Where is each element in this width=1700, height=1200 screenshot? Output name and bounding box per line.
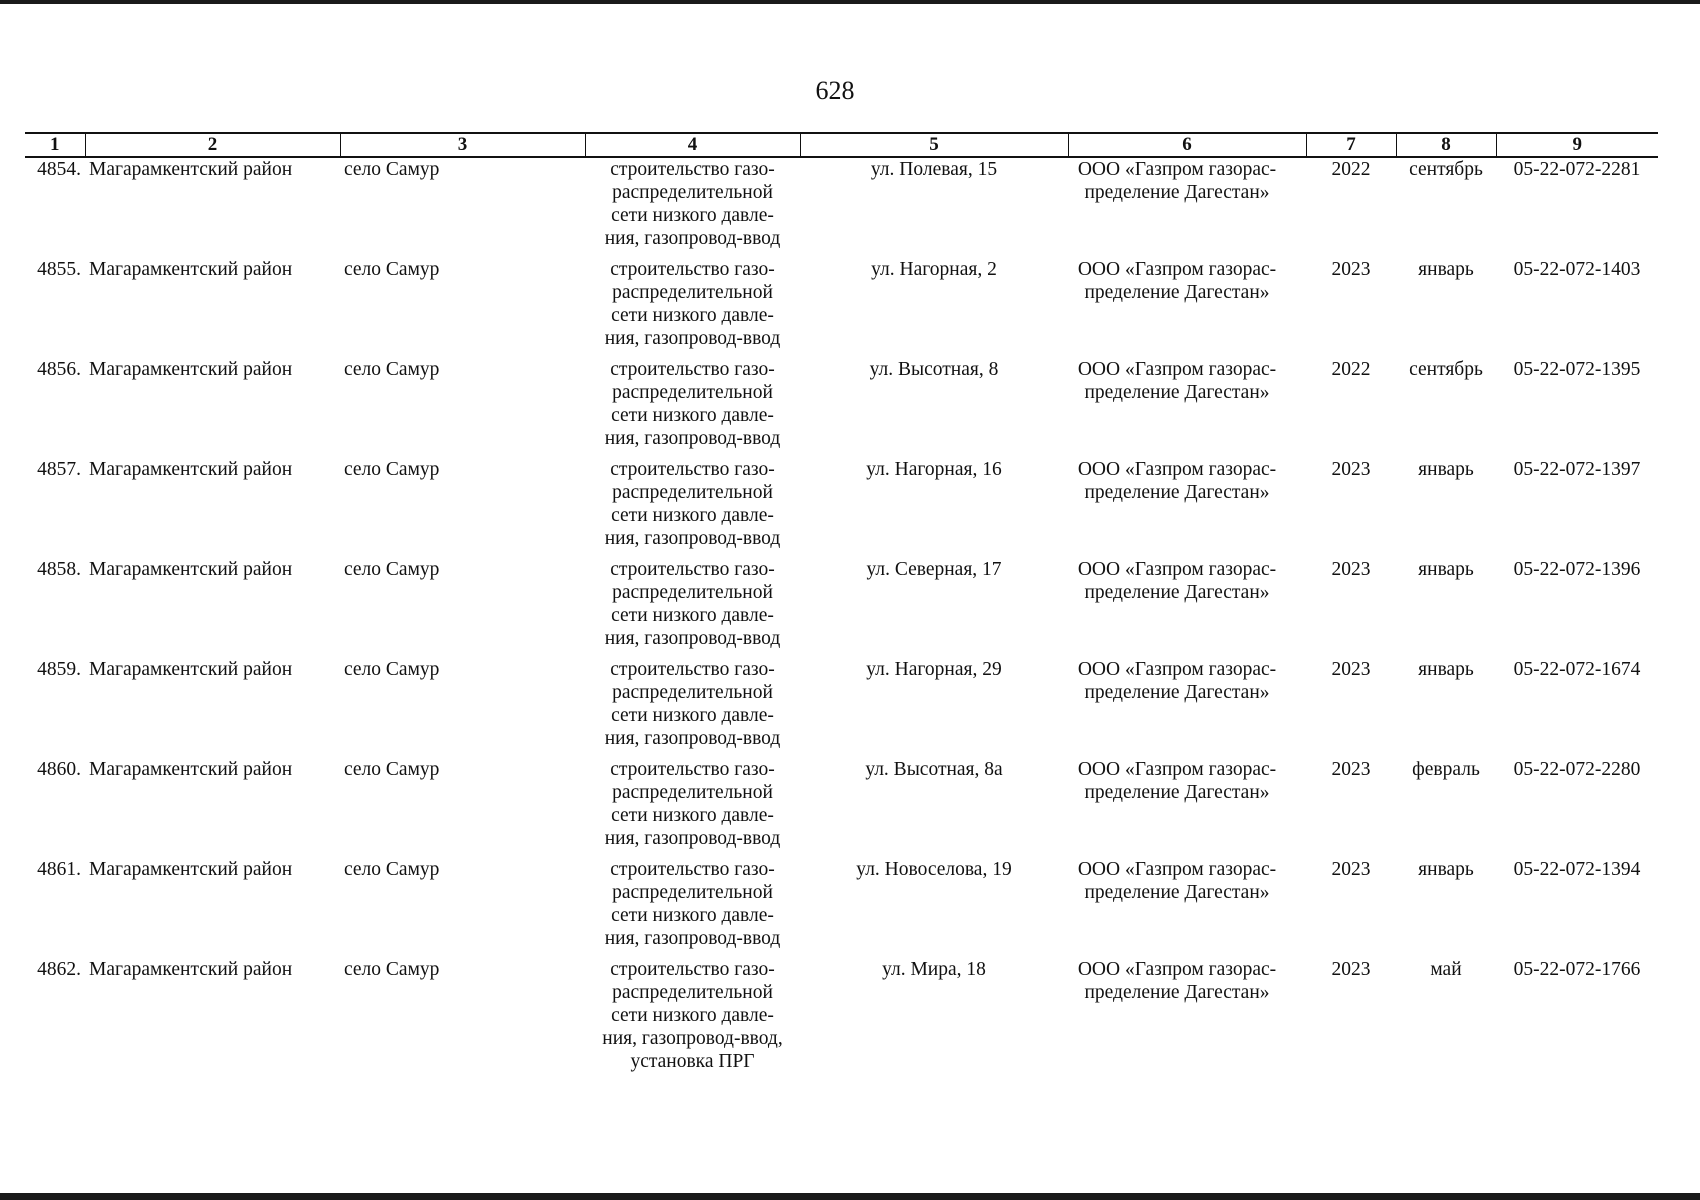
table-row bbox=[25, 958, 1658, 1078]
district-cell: Магарамкентский район bbox=[89, 759, 293, 780]
address-cell: ул. Нагорная, 29 bbox=[866, 659, 1002, 680]
organization-name: ООО «Газпром газорас- пределение Дагестан» bbox=[1077, 459, 1277, 503]
work-description: строительство газо- распределительной сети низкого давле- ния, газопровод-ввод bbox=[604, 759, 781, 849]
district-cell: Магарамкентский район bbox=[89, 359, 293, 380]
work-cell bbox=[585, 157, 800, 258]
row-number: 4859. bbox=[37, 659, 81, 680]
work-cell bbox=[585, 358, 800, 458]
district-cell: Магарамкентский район bbox=[89, 559, 293, 580]
month-cell: январь bbox=[1418, 459, 1474, 480]
table-header bbox=[25, 133, 1658, 157]
table-row bbox=[25, 258, 1658, 358]
table-row bbox=[25, 358, 1658, 458]
column-header-4: 4 bbox=[585, 133, 800, 157]
district-cell: Магарамкентский район bbox=[89, 159, 293, 180]
work-cell bbox=[585, 958, 800, 1078]
row-number: 4861. bbox=[37, 859, 81, 880]
work-description: строительство газо- распределительной сети низкого давле- ния, газопровод-ввод bbox=[604, 659, 781, 749]
code-cell: 05-22-072-1396 bbox=[1513, 559, 1641, 580]
column-header-3: 3 bbox=[340, 133, 585, 157]
month-cell: январь bbox=[1418, 659, 1474, 680]
scan-edge-bottom bbox=[0, 1193, 1700, 1200]
address-cell: ул. Мира, 18 bbox=[882, 959, 986, 980]
page-number: 628 bbox=[815, 76, 855, 105]
district-cell: Магарамкентский район bbox=[89, 859, 293, 880]
organization-cell bbox=[1068, 258, 1306, 358]
organization-cell bbox=[1068, 858, 1306, 958]
district-cell: Магарамкентский район bbox=[89, 259, 293, 280]
code-cell: 05-22-072-1397 bbox=[1513, 459, 1641, 480]
table-row bbox=[25, 658, 1658, 758]
settlement-cell: село Самур bbox=[344, 159, 440, 180]
year-cell: 2023 bbox=[1331, 559, 1371, 580]
settlement-cell: село Самур bbox=[344, 859, 440, 880]
code-cell: 05-22-072-1674 bbox=[1513, 659, 1641, 680]
table-row bbox=[25, 758, 1658, 858]
year-cell: 2023 bbox=[1331, 959, 1371, 980]
header-row bbox=[25, 133, 1658, 157]
month-cell: сентябрь bbox=[1409, 159, 1483, 180]
settlement-cell: село Самур bbox=[344, 959, 440, 980]
district-cell: Магарамкентский район bbox=[89, 459, 293, 480]
work-cell bbox=[585, 258, 800, 358]
district-cell: Магарамкентский район bbox=[89, 659, 293, 680]
organization-cell bbox=[1068, 558, 1306, 658]
column-header-5: 5 bbox=[800, 133, 1068, 157]
year-cell: 2023 bbox=[1331, 459, 1371, 480]
work-description: строительство газо- распределительной сети низкого давле- ния, газопровод-ввод bbox=[604, 559, 781, 649]
year-cell: 2023 bbox=[1331, 659, 1371, 680]
row-number: 4854. bbox=[37, 159, 81, 180]
table-row bbox=[25, 558, 1658, 658]
organization-cell bbox=[1068, 358, 1306, 458]
column-header-1: 1 bbox=[25, 133, 85, 157]
code-cell: 05-22-072-2280 bbox=[1513, 759, 1641, 780]
code-cell: 05-22-072-1403 bbox=[1513, 259, 1641, 280]
organization-name: ООО «Газпром газорас- пределение Дагестан» bbox=[1077, 659, 1277, 703]
year-cell: 2023 bbox=[1331, 859, 1371, 880]
organization-name: ООО «Газпром газорас- пределение Дагестан» bbox=[1077, 959, 1277, 1003]
work-description: строительство газо- распределительной сети низкого давле- ния, газопровод-ввод bbox=[604, 259, 781, 349]
code-cell: 05-22-072-1395 bbox=[1513, 359, 1641, 380]
settlement-cell: село Самур bbox=[344, 359, 440, 380]
work-description: строительство газо- распределительной сети низкого давле- ния, газопровод-ввод, установка ПРГ bbox=[602, 959, 783, 1072]
work-cell bbox=[585, 758, 800, 858]
row-number: 4855. bbox=[37, 259, 81, 280]
registry-table-container bbox=[25, 132, 1658, 1078]
month-cell: сентябрь bbox=[1409, 359, 1483, 380]
code-cell: 05-22-072-2281 bbox=[1513, 159, 1641, 180]
year-cell: 2023 bbox=[1331, 759, 1371, 780]
year-cell: 2023 bbox=[1331, 259, 1371, 280]
row-number: 4858. bbox=[37, 559, 81, 580]
organization-name: ООО «Газпром газорас- пределение Дагестан» bbox=[1077, 859, 1277, 903]
settlement-cell: село Самур bbox=[344, 459, 440, 480]
work-cell bbox=[585, 558, 800, 658]
organization-name: ООО «Газпром газорас- пределение Дагестан» bbox=[1077, 259, 1277, 303]
row-number: 4857. bbox=[37, 459, 81, 480]
organization-name: ООО «Газпром газорас- пределение Дагестан» bbox=[1077, 359, 1277, 403]
organization-cell bbox=[1068, 958, 1306, 1078]
year-cell: 2022 bbox=[1331, 159, 1371, 180]
address-cell: ул. Полевая, 15 bbox=[870, 159, 998, 180]
row-number: 4860. bbox=[37, 759, 81, 780]
month-cell: январь bbox=[1418, 859, 1474, 880]
registry-table bbox=[25, 132, 1658, 1078]
code-cell: 05-22-072-1766 bbox=[1513, 959, 1641, 980]
organization-cell bbox=[1068, 157, 1306, 258]
organization-cell bbox=[1068, 758, 1306, 858]
work-cell bbox=[585, 858, 800, 958]
address-cell: ул. Высотная, 8а bbox=[865, 759, 1003, 780]
address-cell: ул. Нагорная, 2 bbox=[871, 259, 997, 280]
address-cell: ул. Высотная, 8 bbox=[869, 359, 999, 380]
organization-cell bbox=[1068, 458, 1306, 558]
organization-name: ООО «Газпром газорас- пределение Дагестан» bbox=[1077, 159, 1277, 203]
table-row bbox=[25, 458, 1658, 558]
column-header-2: 2 bbox=[85, 133, 340, 157]
work-cell bbox=[585, 458, 800, 558]
settlement-cell: село Самур bbox=[344, 759, 440, 780]
code-cell: 05-22-072-1394 bbox=[1513, 859, 1641, 880]
row-number: 4856. bbox=[37, 359, 81, 380]
address-cell: ул. Нагорная, 16 bbox=[866, 459, 1002, 480]
month-cell: февраль bbox=[1412, 759, 1480, 780]
table-body bbox=[25, 157, 1658, 1078]
column-header-8: 8 bbox=[1396, 133, 1496, 157]
column-header-9: 9 bbox=[1496, 133, 1658, 157]
work-description: строительство газо- распределительной сети низкого давле- ния, газопровод-ввод bbox=[604, 359, 781, 449]
settlement-cell: село Самур bbox=[344, 559, 440, 580]
row-number: 4862. bbox=[37, 959, 81, 980]
table-row bbox=[25, 858, 1658, 958]
month-cell: май bbox=[1430, 959, 1462, 980]
work-description: строительство газо- распределительной сети низкого давле- ния, газопровод-ввод bbox=[604, 159, 781, 249]
settlement-cell: село Самур bbox=[344, 659, 440, 680]
year-cell: 2022 bbox=[1331, 359, 1371, 380]
table-row bbox=[25, 157, 1658, 258]
organization-cell bbox=[1068, 658, 1306, 758]
district-cell: Магарамкентский район bbox=[89, 959, 293, 980]
scan-edge-top bbox=[0, 0, 1700, 4]
organization-name: ООО «Газпром газорас- пределение Дагестан» bbox=[1077, 759, 1277, 803]
work-description: строительство газо- распределительной сети низкого давле- ния, газопровод-ввод bbox=[604, 859, 781, 949]
column-header-7: 7 bbox=[1306, 133, 1396, 157]
organization-name: ООО «Газпром газорас- пределение Дагестан» bbox=[1077, 559, 1277, 603]
column-header-6: 6 bbox=[1068, 133, 1306, 157]
month-cell: январь bbox=[1418, 559, 1474, 580]
address-cell: ул. Новоселова, 19 bbox=[856, 859, 1012, 880]
work-cell bbox=[585, 658, 800, 758]
work-description: строительство газо- распределительной сети низкого давле- ния, газопровод-ввод bbox=[604, 459, 781, 549]
settlement-cell: село Самур bbox=[344, 259, 440, 280]
address-cell: ул. Северная, 17 bbox=[866, 559, 1002, 580]
month-cell: январь bbox=[1418, 259, 1474, 280]
